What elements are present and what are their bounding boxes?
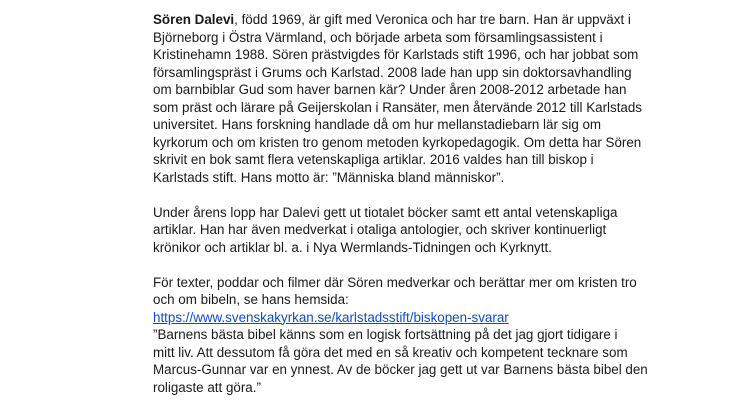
- bio-line: skrivit en bok samt flera vetenskapliga artiklar. 2016 valdes han till biskop i: [153, 152, 594, 167]
- bio-line: universitet. Hans forskning handlade då om hur mellanstadiebarn lär sig om: [153, 117, 602, 132]
- bio-line: som präst och lärare på Geijerskolan i Ransäter, men återvände 2012 till Karlstads: [153, 99, 643, 115]
- bio-line: [153, 11, 633, 29]
- bio-line: Karlstads stift. Hans motto är: ”Människa bland människor”.: [153, 169, 505, 185]
- bio-line: om barnbiblar Gud som haver barnen kär? Under åren 2008-2012 arbetade han: [153, 82, 627, 97]
- bio-name: Sören Dalevi: [153, 12, 235, 27]
- bio-line: Kristinehamn 1988. Sören prästvigdes för Karlstads stift 1996, och har jobbat som: [153, 47, 639, 62]
- more-info-paragraph: [153, 274, 648, 397]
- publications-line: Under årens lopp har Dalevi gett ut tiotalet böcker samt ett antal vetenskapliga: [153, 204, 618, 220]
- publications-paragraph: [153, 204, 633, 257]
- bio-paragraph: [153, 11, 643, 186]
- homepage-link-line: [153, 309, 633, 327]
- more-info-line: och om bibeln, se hans hemsida:: [153, 292, 349, 307]
- bio-line: Björneborg i Östra Värmland, och började arbeta som församlingsassistent i: [153, 29, 603, 45]
- bio-line: kyrkorum och om kristen tro genom metoden kyrkopedagogik. Om detta har Sören: [153, 134, 642, 150]
- publications-line: krönikor och artiklar bl. a. i Nya Wermlands-Tidningen och Kyrknytt.: [153, 239, 552, 255]
- bio-line-text: , född 1969, är gift med Veronica och har tre barn. Han är uppväxt i: [234, 12, 631, 27]
- quote-line: mitt liv. Att dessutom få göra det med en så kreativ och kompetent tecknare som: [153, 344, 628, 360]
- document-body: [153, 11, 648, 396]
- quote-line: ”Barnens bästa bibel känns som en logisk fortsättning på det jag gjort tidigare i: [153, 327, 618, 342]
- publications-line: artiklar. Han har även medverkat i otaliga antologier, och skriver kontinuerligt: [153, 222, 607, 237]
- quote-line: Marcus-Gunnar var en ynnest. Av de böcker jag gett ut var Barnens bästa bibel den: [153, 362, 648, 377]
- bio-line: församlingspräst i Grums och Karlstad. 2008 lade han upp sin doktorsavhandling: [153, 64, 632, 80]
- homepage-link[interactable]: https://www.svenskakyrkan.se/karlstadsstift/biskopen-svarar: [153, 309, 509, 325]
- more-info-line: För texter, poddar och filmer där Sören medverkar och berättar mer om kristen tro: [153, 274, 637, 290]
- quote-line: roligaste att göra.”: [153, 379, 261, 395]
